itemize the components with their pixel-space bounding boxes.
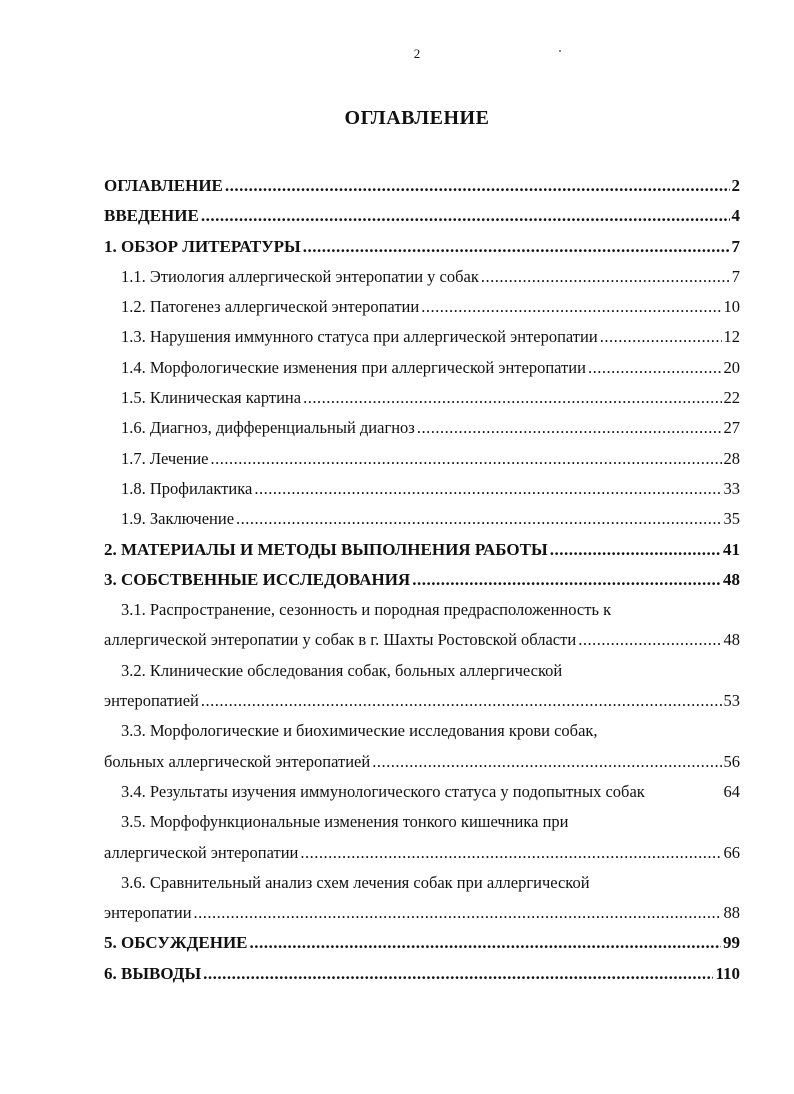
- toc-page-number: 28: [723, 448, 740, 468]
- toc-entry-label: 1.8. Профилактика: [121, 478, 253, 498]
- toc-entry-label: 1.6. Диагноз, дифференциальный диагноз: [121, 418, 415, 438]
- leader-dots: [578, 630, 721, 650]
- toc-entry-label: 1.2. Патогенез аллергической энтеропатии: [121, 297, 420, 317]
- toc-page-number: 48: [723, 630, 740, 650]
- toc-page-number: 48: [723, 569, 740, 589]
- toc-entry[interactable]: [104, 540, 740, 570]
- toc-entry[interactable]: [104, 176, 740, 206]
- leader-dots: [201, 691, 722, 711]
- leader-dots: [225, 176, 730, 196]
- toc-page-number: 56: [723, 751, 740, 771]
- toc-entry[interactable]: [104, 570, 740, 600]
- toc-entry-label: 3.3. Морфологические и биохимические исследования крови собак,: [121, 721, 598, 741]
- leader-dots: [481, 267, 730, 287]
- toc-entry[interactable]: [104, 964, 740, 994]
- toc-entry[interactable]: [104, 933, 740, 963]
- leader-dots: [600, 327, 722, 347]
- toc-page-number: 110: [715, 963, 740, 983]
- toc-page-number: 53: [723, 691, 740, 711]
- leader-dots: [417, 418, 722, 438]
- toc-entry-label: 1.4. Морфологические изменения при аллергической энтеропатии: [121, 357, 586, 377]
- toc-entry-label: 6. ВЫВОДЫ: [104, 963, 202, 983]
- toc-entry-label: 1.7. Лечение: [121, 448, 209, 468]
- toc-page-number: 4: [731, 206, 740, 226]
- page-number: 2: [413, 46, 421, 61]
- toc-entry-label: 1.5. Клиническая картина: [121, 388, 302, 408]
- toc-entry-label: 1.1. Этиология аллергической энтеропатии у собак: [121, 266, 479, 286]
- toc-entry-line[interactable]: [104, 630, 740, 660]
- page-title: ОГЛАВЛЕНИЕ: [344, 107, 490, 129]
- toc-entry[interactable]: [104, 782, 740, 812]
- toc-entry-label: 5. ОБСУЖДЕНИЕ: [104, 933, 248, 953]
- toc-entry-label: 1.9. Заключение: [121, 509, 235, 529]
- toc-entry-label-cont: аллергической энтеропатии у собак в г. Шахты Ростовской области: [104, 630, 577, 650]
- toc-page-number: 99: [723, 933, 740, 953]
- toc-entry-label: ВВЕДЕНИЕ: [104, 206, 199, 226]
- toc-entry-label: 3.2. Клинические обследования собак, больных аллергической: [121, 660, 563, 680]
- leader-dots: [303, 237, 730, 257]
- toc-page-number: 33: [723, 478, 740, 498]
- toc-page-number: 2: [731, 176, 740, 195]
- toc-entry-label-cont: энтеропатией: [104, 691, 199, 711]
- toc-entry-label: ОГЛАВЛЕНИЕ: [104, 176, 223, 195]
- leader-dots: [194, 903, 722, 923]
- toc-page-number: 10: [723, 297, 740, 317]
- table-of-contents: [104, 176, 740, 994]
- toc-entry-line[interactable]: [104, 752, 740, 782]
- leader-dots: [303, 388, 721, 408]
- toc-entry-line[interactable]: [104, 661, 740, 691]
- toc-page-number: 88: [723, 903, 740, 923]
- toc-entry-line[interactable]: [104, 903, 740, 933]
- toc-page-number: 20: [723, 357, 740, 377]
- toc-entry-label: 3.1. Распространение, сезонность и породная предрасположенность к: [121, 600, 612, 620]
- toc-entry[interactable]: [104, 449, 740, 479]
- toc-page-number: 66: [723, 842, 740, 862]
- toc-entry-label: 3.5. Морфофункциональные изменения тонкого кишечника при: [121, 812, 569, 832]
- scan-speck: [559, 50, 561, 52]
- toc-page-number: 12: [723, 327, 740, 347]
- toc-entry-label-cont: аллергической энтеропатии: [104, 842, 299, 862]
- leader-dots: [250, 933, 721, 953]
- leader-dots: [203, 964, 713, 984]
- toc-entry[interactable]: [104, 206, 740, 236]
- leader-dots: [421, 297, 721, 317]
- toc-page-number: 41: [723, 539, 740, 559]
- toc-entry[interactable]: [104, 327, 740, 357]
- leader-dots: [201, 206, 730, 226]
- toc-entry-label: 1.3. Нарушения иммунного статуса при аллергической энтеропатии: [121, 327, 598, 347]
- toc-entry[interactable]: [104, 297, 740, 327]
- toc-entry-line[interactable]: [104, 721, 740, 751]
- leader-dots: [236, 509, 721, 529]
- leader-dots: [550, 540, 721, 560]
- toc-entry-label-cont: больных аллергической энтеропатией: [104, 751, 371, 771]
- toc-entry[interactable]: [104, 388, 740, 418]
- toc-entry-label: 1. ОБЗОР ЛИТЕРАТУРЫ: [104, 236, 301, 256]
- toc-entry[interactable]: [104, 479, 740, 509]
- toc-entry[interactable]: [104, 418, 740, 448]
- toc-entry-label: 2. МАТЕРИАЛЫ И МЕТОДЫ ВЫПОЛНЕНИЯ РАБОТЫ: [104, 539, 548, 559]
- toc-page-number: 22: [723, 388, 740, 408]
- toc-entry[interactable]: [104, 358, 740, 388]
- leader-dots: [254, 479, 721, 499]
- toc-entry[interactable]: [104, 509, 740, 539]
- leader-dots: [372, 752, 721, 772]
- toc-entry-line[interactable]: [104, 600, 740, 630]
- leader-dots: [300, 843, 721, 863]
- toc-page-number: 7: [731, 236, 740, 256]
- toc-entry[interactable]: [104, 267, 740, 297]
- toc-entry-label-cont: энтеропатии: [104, 903, 192, 923]
- toc-entry-line[interactable]: [104, 843, 740, 873]
- toc-entry-line[interactable]: [104, 812, 740, 842]
- leader-dots: [412, 570, 721, 590]
- toc-entry[interactable]: [104, 237, 740, 267]
- toc-page-number: 35: [723, 509, 740, 529]
- toc-entry-line[interactable]: [104, 873, 740, 903]
- toc-page-number: 64: [723, 781, 740, 801]
- leader-dots: [588, 358, 722, 378]
- toc-entry-label: 3. СОБСТВЕННЫЕ ИССЛЕДОВАНИЯ: [104, 569, 411, 589]
- leader-dots: [210, 449, 721, 469]
- toc-page-number: 7: [731, 266, 740, 286]
- toc-page-number: 27: [723, 418, 740, 438]
- toc-entry-label: 3.4. Результаты изучения иммунологического статуса у подопытных собак: [121, 781, 645, 801]
- toc-entry-label: 3.6. Сравнительный анализ схем лечения собак при аллергической: [121, 872, 590, 892]
- toc-entry-line[interactable]: [104, 691, 740, 721]
